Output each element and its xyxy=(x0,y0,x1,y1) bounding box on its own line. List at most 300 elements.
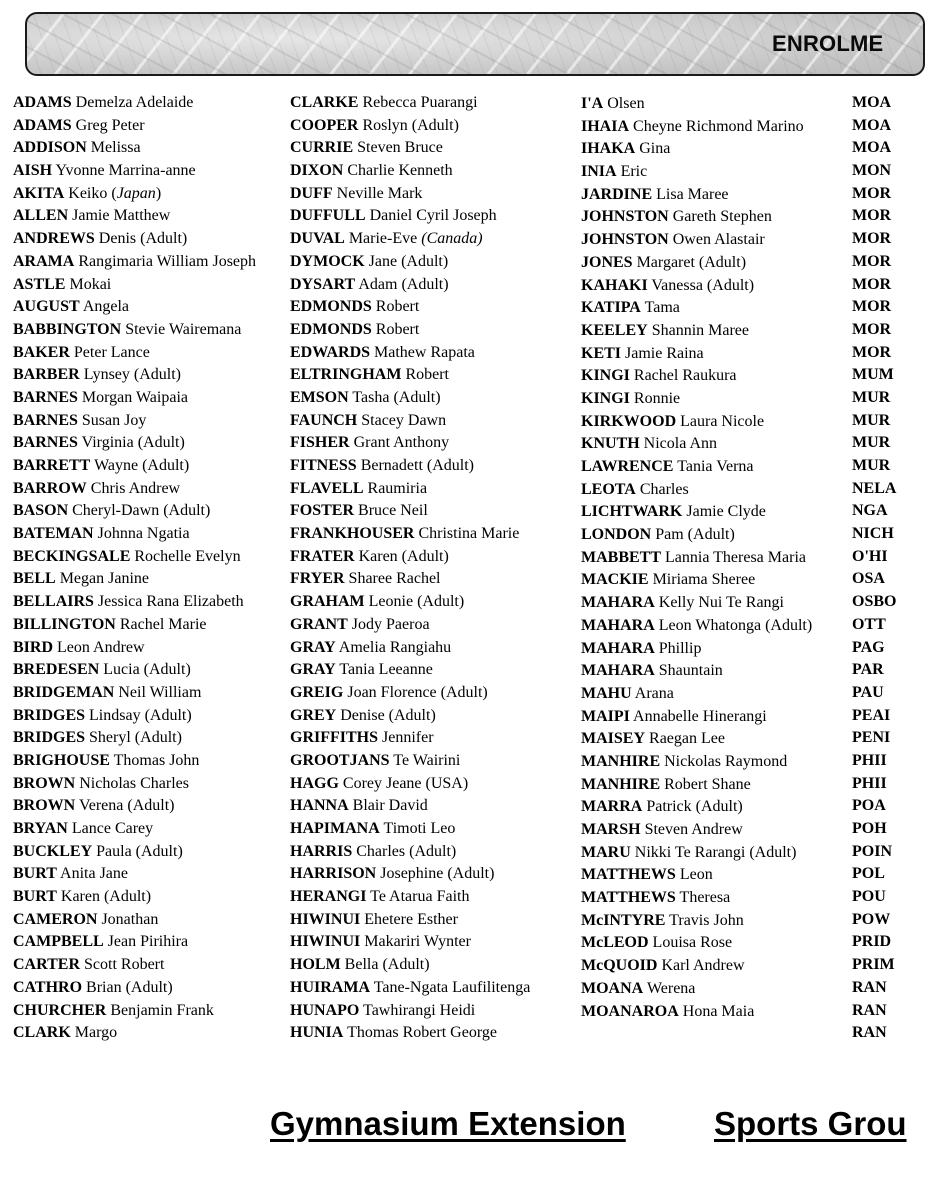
name-entry xyxy=(13,863,256,886)
given-names: Rochelle Evelyn xyxy=(134,547,241,565)
surname: CLARK xyxy=(13,1024,71,1042)
surname: FRANKHOUSER xyxy=(290,525,415,543)
name-entry xyxy=(13,478,256,501)
name-entry xyxy=(13,115,256,138)
name-entry xyxy=(13,682,256,705)
given-names: Christina Marie xyxy=(418,525,520,543)
given-names: Eric xyxy=(620,163,648,181)
given-names: Charles (Adult) xyxy=(356,842,457,860)
name-entry xyxy=(290,727,530,750)
surname: OTT xyxy=(852,615,886,633)
surname: GROOTJANS xyxy=(290,751,390,769)
surname: AKITA xyxy=(13,184,65,202)
given-names: Raumiria xyxy=(367,479,428,497)
name-entry xyxy=(581,932,812,955)
given-names: Werena xyxy=(646,979,696,997)
given-names: Pam (Adult) xyxy=(655,526,735,544)
name-entry xyxy=(290,614,530,637)
surname: DUFF xyxy=(290,184,333,202)
surname: CURRIE xyxy=(290,139,354,157)
surname: ALLEN xyxy=(13,207,69,225)
name-entry xyxy=(290,455,530,478)
surname: IHAIA xyxy=(581,117,630,135)
name-entry xyxy=(581,116,812,139)
name-entry xyxy=(13,137,256,160)
surname: BARRETT xyxy=(13,457,91,474)
name-entry xyxy=(290,274,530,297)
name-entry xyxy=(13,364,256,387)
name-entry xyxy=(852,364,896,387)
name-entry xyxy=(852,705,896,728)
surname: ARAMA xyxy=(13,252,75,270)
name-entry xyxy=(13,568,256,591)
name-entry xyxy=(852,727,896,750)
surname: BRIDGES xyxy=(13,729,86,747)
surname: RAN xyxy=(852,1001,887,1019)
name-entry xyxy=(852,886,896,909)
name-entry xyxy=(290,659,530,682)
name-entry xyxy=(290,568,530,591)
surname: NICH xyxy=(852,525,894,543)
given-names: Leon xyxy=(679,866,713,884)
given-names: Nickolas Raymond xyxy=(664,752,788,770)
surname: EMSON xyxy=(290,388,349,406)
surname: NGA xyxy=(852,502,888,520)
surname: HARRISON xyxy=(290,865,377,883)
given-names: Bruce Neil xyxy=(358,502,428,520)
surname: EDMONDS xyxy=(290,320,372,338)
surname: HUNIA xyxy=(290,1024,344,1042)
surname: KINGI xyxy=(581,367,630,385)
name-entry xyxy=(581,275,812,298)
name-entry xyxy=(852,410,896,433)
name-entry xyxy=(290,410,530,433)
name-entry xyxy=(290,591,530,614)
name-entry xyxy=(13,387,256,410)
name-entry xyxy=(13,546,256,569)
name-entry xyxy=(13,296,256,319)
given-names: Thomas Robert George xyxy=(347,1024,497,1042)
name-entry xyxy=(13,274,256,297)
name-entry xyxy=(581,1001,812,1024)
name-entry xyxy=(852,909,896,932)
surname: BUCKLEY xyxy=(13,842,93,860)
name-entry xyxy=(852,115,896,138)
given-names: Arana xyxy=(634,684,674,702)
name-entry xyxy=(852,342,896,365)
name-entry xyxy=(13,410,256,433)
given-names: Timoti Leo xyxy=(383,820,456,837)
surname: HAGG xyxy=(290,774,339,792)
name-entry xyxy=(290,909,530,932)
name-entry xyxy=(581,592,812,615)
surname: FRYER xyxy=(290,570,345,588)
surname: BRIDGES xyxy=(13,706,86,724)
name-entry xyxy=(13,228,256,251)
surname: GREIG xyxy=(290,683,344,701)
surname: ADDISON xyxy=(13,139,87,157)
given-names: Vanessa (Adult) xyxy=(651,276,755,294)
surname: PRID xyxy=(852,933,892,951)
given-names: Kelly Nui Te Rangi xyxy=(658,594,784,612)
surname: BARNES xyxy=(13,434,78,452)
surname: KINGI xyxy=(581,389,630,407)
origin-note: (Canada) xyxy=(421,230,483,248)
surname: AISH xyxy=(13,162,53,180)
surname: BARROW xyxy=(13,479,87,497)
name-entry xyxy=(290,183,530,206)
given-names: Nicholas Charles xyxy=(79,774,189,792)
surname: KATIPA xyxy=(581,299,641,317)
given-names: Tania Verna xyxy=(677,458,754,475)
surname: MUR xyxy=(852,457,891,474)
surname: BELL xyxy=(13,570,56,588)
given-names: Roslyn (Adult) xyxy=(362,116,459,134)
given-names: Robert xyxy=(405,366,449,384)
surname: McINTYRE xyxy=(581,911,666,929)
name-entry xyxy=(13,977,256,1000)
given-names: Blair David xyxy=(352,797,428,815)
surname: RAN xyxy=(852,1024,887,1042)
surname: MOANA xyxy=(581,979,644,997)
given-names: Jamie Raina xyxy=(625,344,704,362)
given-names: Yvonne Marrina-anne xyxy=(55,162,196,180)
surname: HIWINUI xyxy=(290,933,361,951)
name-entry xyxy=(290,115,530,138)
surname: FRATER xyxy=(290,547,355,565)
given-names: Neville Mark xyxy=(336,184,423,202)
given-names: Shannin Maree xyxy=(651,321,749,339)
given-names: Margaret (Adult) xyxy=(636,253,747,271)
surname: BURT xyxy=(13,888,57,906)
given-names: Greg Peter xyxy=(75,116,145,134)
name-entry xyxy=(290,160,530,183)
name-entry xyxy=(13,931,256,954)
name-entry xyxy=(13,92,256,115)
given-names: Bernadett (Adult) xyxy=(360,457,474,474)
given-names: Charles xyxy=(639,480,689,498)
surname: LONDON xyxy=(581,526,652,544)
name-entry xyxy=(852,1000,896,1023)
surname: BARNES xyxy=(13,388,78,406)
surname: INIA xyxy=(581,163,617,181)
given-names: Annabelle Hinerangi xyxy=(633,707,767,725)
name-entry xyxy=(290,228,530,251)
given-names: Jamie Clyde xyxy=(686,503,766,521)
given-names: Lance Carey xyxy=(71,820,154,837)
surname: MAHARA xyxy=(581,662,655,680)
name-entry xyxy=(290,205,530,228)
surname: MOR xyxy=(852,298,892,316)
surname: HUNAPO xyxy=(290,1001,360,1019)
name-entry xyxy=(13,954,256,977)
name-entry xyxy=(852,160,896,183)
name-entry xyxy=(290,1000,530,1023)
name-entry xyxy=(581,796,812,819)
surname: MANHIRE xyxy=(581,752,661,770)
name-entry xyxy=(852,637,896,660)
surname: GRAHAM xyxy=(290,593,365,611)
surname: PRIM xyxy=(852,956,895,974)
name-entry xyxy=(13,886,256,909)
surname: LEOTA xyxy=(581,480,636,498)
name-entry xyxy=(852,478,896,501)
surname: BROWN xyxy=(13,774,76,792)
name-entry xyxy=(290,1022,530,1045)
surname: POU xyxy=(852,888,886,906)
name-entry xyxy=(290,387,530,410)
name-entry xyxy=(13,841,256,864)
surname: DYSART xyxy=(290,275,356,293)
surname: BIRD xyxy=(13,638,54,656)
name-entry xyxy=(290,92,530,115)
given-names: Jamie Matthew xyxy=(72,207,171,225)
surname: ELTRINGHAM xyxy=(290,366,402,384)
surname: HARRIS xyxy=(290,842,353,860)
name-entry xyxy=(581,161,812,184)
surname: McQUOID xyxy=(581,957,658,975)
name-entry xyxy=(290,296,530,319)
given-names: Laura Nicole xyxy=(680,412,765,430)
name-entry xyxy=(13,773,256,796)
name-entry xyxy=(852,750,896,773)
surname: LICHTWARK xyxy=(581,503,683,521)
name-entry xyxy=(581,638,812,661)
surname: MOR xyxy=(852,230,892,248)
name-entry xyxy=(13,523,256,546)
surname: MUR xyxy=(852,411,891,429)
surname: POIN xyxy=(852,842,892,860)
name-entry xyxy=(581,456,812,479)
name-entry xyxy=(581,252,812,275)
surname: FLAVELL xyxy=(290,479,364,497)
surname: BECKINGSALE xyxy=(13,547,131,565)
surname: POH xyxy=(852,820,887,837)
surname: MARRA xyxy=(581,798,643,816)
name-entry xyxy=(581,547,812,570)
surname: FITNESS xyxy=(290,457,357,474)
surname: KIRKWOOD xyxy=(581,412,677,430)
name-entry xyxy=(290,364,530,387)
name-entry xyxy=(13,909,256,932)
name-entry xyxy=(581,615,812,638)
name-entry xyxy=(852,773,896,796)
given-names: Jennifer xyxy=(382,729,434,747)
name-entry xyxy=(581,93,812,116)
name-entry xyxy=(290,637,530,660)
given-names: Grant Anthony xyxy=(353,434,450,452)
name-entry xyxy=(290,137,530,160)
surname: CAMPBELL xyxy=(13,933,104,951)
name-entry xyxy=(290,500,530,523)
name-entry xyxy=(290,546,530,569)
surname: CARTER xyxy=(13,956,80,974)
surname: MOR xyxy=(852,252,892,270)
surname: DYMOCK xyxy=(290,252,365,270)
name-entry xyxy=(852,863,896,886)
given-names: Rangimaria William Joseph xyxy=(78,252,257,270)
surname: GRAY xyxy=(290,638,336,656)
name-entry xyxy=(13,591,256,614)
given-names: Steven Andrew xyxy=(644,821,743,838)
surname: GREY xyxy=(290,706,337,724)
name-entry xyxy=(290,478,530,501)
name-entry xyxy=(581,751,812,774)
name-entry xyxy=(852,296,896,319)
name-entry xyxy=(290,818,530,841)
given-names: Louisa Rose xyxy=(652,934,733,952)
given-names: Amelia Rangiahu xyxy=(338,638,452,656)
given-names: Bella (Adult) xyxy=(344,956,430,974)
surname: EDMONDS xyxy=(290,298,372,316)
name-entry xyxy=(852,682,896,705)
surname: KAHAKI xyxy=(581,276,648,294)
name-entry xyxy=(852,523,896,546)
surname: BABBINGTON xyxy=(13,320,122,338)
name-entry xyxy=(290,977,530,1000)
surname: NELA xyxy=(852,479,897,497)
surname: MOA xyxy=(852,94,892,111)
surname: PHII xyxy=(852,751,887,769)
name-entry xyxy=(852,614,896,637)
given-names: Owen Alastair xyxy=(672,231,765,249)
name-entry xyxy=(852,455,896,478)
name-entry xyxy=(852,92,896,115)
surname: MATTHEWS xyxy=(581,889,676,907)
given-names: Benjamin Frank xyxy=(110,1001,214,1019)
given-names: Joan Florence (Adult) xyxy=(347,683,488,701)
given-names: Sharee Rachel xyxy=(348,570,441,588)
given-names: Patrick (Adult) xyxy=(646,798,743,816)
surname: DUFFULL xyxy=(290,207,366,225)
surname: BATEMAN xyxy=(13,525,94,543)
surname: MUM xyxy=(852,366,894,384)
name-entry xyxy=(852,954,896,977)
surname: DUVAL xyxy=(290,230,345,248)
surname: MARSH xyxy=(581,821,641,838)
surname: MOR xyxy=(852,207,892,225)
name-entry xyxy=(581,433,812,456)
given-names: Tama xyxy=(644,299,680,317)
surname: MON xyxy=(852,162,892,180)
name-entry xyxy=(13,795,256,818)
given-names: Susan Joy xyxy=(81,411,147,429)
name-entry xyxy=(852,500,896,523)
surname: JOHNSTON xyxy=(581,208,669,226)
given-names: Daniel Cyril Joseph xyxy=(369,207,497,225)
surname: KETI xyxy=(581,344,622,362)
names-column-1 xyxy=(13,92,256,1045)
surname: BARBER xyxy=(13,366,80,384)
name-entry xyxy=(290,841,530,864)
enrolment-banner xyxy=(25,12,925,76)
name-entry xyxy=(581,184,812,207)
name-entry xyxy=(581,229,812,252)
name-entry xyxy=(581,706,812,729)
surname: PAU xyxy=(852,683,884,701)
given-names: Keiko ( xyxy=(68,184,117,202)
surname: O'HI xyxy=(852,547,888,565)
given-names: Lannia Theresa Maria xyxy=(665,548,806,566)
name-entry xyxy=(852,387,896,410)
given-names: Cheryl-Dawn (Adult) xyxy=(72,502,211,520)
given-names: Josephine (Adult) xyxy=(380,865,495,883)
surname: JONES xyxy=(581,253,633,271)
surname: MAHARA xyxy=(581,616,655,634)
surname: HERANGI xyxy=(290,888,367,906)
name-entry xyxy=(581,388,812,411)
given-names: Leonie (Adult) xyxy=(368,593,465,611)
origin-note: Japan xyxy=(116,184,156,202)
given-names: Nicola Ann xyxy=(643,435,717,453)
given-names: Charlie Kenneth xyxy=(347,162,453,180)
surname: CAMERON xyxy=(13,910,98,928)
surname: AUGUST xyxy=(13,298,80,316)
given-names: Miriama Sheree xyxy=(652,571,756,589)
given-names: Karen (Adult) xyxy=(60,888,152,906)
surname: BREDESEN xyxy=(13,661,100,679)
name-entry xyxy=(852,319,896,342)
given-names: Megan Janine xyxy=(59,570,149,588)
name-entry xyxy=(852,183,896,206)
name-entry xyxy=(13,432,256,455)
given-names: Peter Lance xyxy=(73,343,150,361)
name-entry xyxy=(852,659,896,682)
sports-group-heading: Sports Grou xyxy=(714,1105,907,1142)
given-names: Jody Paeroa xyxy=(351,615,430,633)
name-entry xyxy=(852,228,896,251)
given-names: Thomas John xyxy=(113,751,200,769)
name-entry xyxy=(13,342,256,365)
name-entry xyxy=(581,138,812,161)
surname: RAN xyxy=(852,978,887,996)
given-names: Mathew Rapata xyxy=(374,343,475,361)
surname: MOANAROA xyxy=(581,1002,679,1020)
surname: POL xyxy=(852,865,885,883)
given-names: Stacey Dawn xyxy=(361,411,447,429)
given-names: Tane-Ngata Laufilitenga xyxy=(373,978,531,996)
name-entry xyxy=(581,320,812,343)
given-names: Karen (Adult) xyxy=(358,547,449,565)
given-names: Rebecca Puarangi xyxy=(362,94,478,111)
name-entry xyxy=(290,954,530,977)
surname: MOR xyxy=(852,184,892,202)
surname: IHAKA xyxy=(581,140,636,158)
name-entry xyxy=(13,637,256,660)
given-names: Gareth Stephen xyxy=(672,208,772,226)
name-entry xyxy=(13,1022,256,1045)
surname: ADAMS xyxy=(13,94,72,111)
given-names: Gina xyxy=(639,140,671,158)
surname: MUR xyxy=(852,388,891,406)
name-entry xyxy=(290,886,530,909)
name-entry xyxy=(581,728,812,751)
name-entry xyxy=(581,501,812,524)
given-names: Marie-Eve xyxy=(348,230,422,248)
name-entry xyxy=(13,750,256,773)
surname: CHURCHER xyxy=(13,1001,107,1019)
closing-text: ) xyxy=(155,184,162,202)
given-names: Rachel Raukura xyxy=(633,367,737,385)
surname: FOSTER xyxy=(290,502,355,520)
surname: OSBO xyxy=(852,593,897,611)
surname: BAKER xyxy=(13,343,70,361)
surname: FAUNCH xyxy=(290,411,358,429)
surname: BELLAIRS xyxy=(13,593,94,611)
given-names: Morgan Waipaia xyxy=(81,388,188,406)
surname: MOR xyxy=(852,343,892,361)
name-entry xyxy=(13,659,256,682)
